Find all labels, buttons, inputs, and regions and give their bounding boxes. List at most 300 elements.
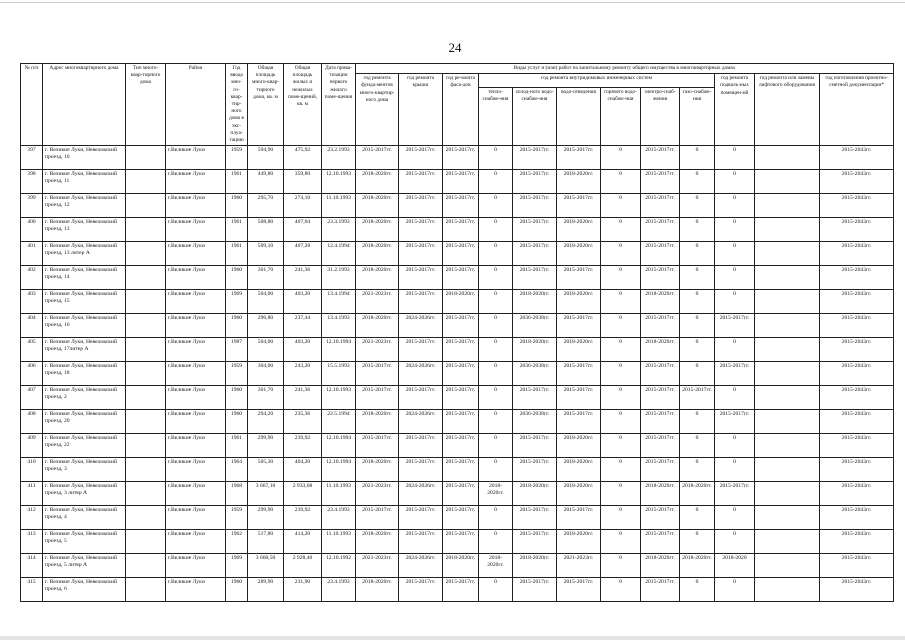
cell-roof-year: 2015-2017гг.	[399, 146, 443, 170]
cell-address: г. Великие Луки, Невеловский проезд, 4	[43, 506, 126, 530]
header-privatization-date: Дата прива-тизации первого жилого поме-щения	[322, 64, 356, 146]
cell-cold-water-year: 2015-2017гг.	[513, 242, 557, 266]
cell-district: г.Великие Луки	[166, 554, 226, 578]
cell-heat-supply-year: 0	[479, 578, 513, 602]
cell-elevator-year	[755, 482, 820, 506]
cell-living-area: 414,20	[284, 530, 322, 554]
cell-hot-water-year: 0	[601, 554, 641, 578]
header-total-area: Общая площадь много-квар-тирного дома, кв. м	[248, 64, 284, 146]
cell-elevator-year	[755, 338, 820, 362]
cell-address: г. Великие Луки, Невеловский проезд, 3	[43, 458, 126, 482]
cell-num: 410	[21, 458, 43, 482]
cell-address: г. Великие Луки, Невеловский проезд, 10	[43, 146, 126, 170]
cell-living-area: 2 928,40	[284, 554, 322, 578]
cell-drainage-year: 2015-2017гг.	[557, 386, 601, 410]
cell-elevator-year	[755, 506, 820, 530]
cell-heat-supply-year: 0	[479, 410, 513, 434]
cell-year-built: 1959	[226, 146, 248, 170]
cell-year-built: 1964	[226, 458, 248, 482]
cell-design-docs-year: 2015-2043гг.	[820, 338, 894, 362]
cell-address: г. Великие Луки, Невеловский проезд, 20	[43, 410, 126, 434]
cell-facade-year: 2015-2017гг.	[443, 338, 479, 362]
cell-facade-year: 2015-2017гг.	[443, 386, 479, 410]
table-row	[21, 146, 894, 170]
cell-total-area: 304,00	[248, 362, 284, 386]
table-row	[21, 194, 894, 218]
cell-total-area: 301,70	[248, 266, 284, 290]
cell-facade-year: 2015-2017гг.	[443, 578, 479, 602]
cell-living-area: 475,92	[284, 146, 322, 170]
cell-roof-year: 2024-2026гг.	[399, 554, 443, 578]
cell-year-built: 1959	[226, 506, 248, 530]
cell-drainage-year: 2015-2017гг.	[557, 146, 601, 170]
cell-elevator-year	[755, 266, 820, 290]
cell-living-area: 404,20	[284, 458, 322, 482]
cell-elevator-year	[755, 314, 820, 338]
cell-foundation-year: 2018-2020гг.	[356, 218, 399, 242]
cell-electric-year: 2015-2017гг.	[641, 266, 680, 290]
cell-heat-supply-year: 0	[479, 242, 513, 266]
cell-num: 407	[21, 386, 43, 410]
cell-privatization-date: 11.10.1993	[322, 482, 356, 506]
cell-design-docs-year: 2015-2043гг.	[820, 290, 894, 314]
cell-house-type	[126, 314, 166, 338]
cell-district: г.Великие Луки	[166, 410, 226, 434]
cell-total-area: 505,30	[248, 458, 284, 482]
cell-roof-year: 2024-2026гг.	[399, 314, 443, 338]
cell-hot-water-year: 0	[601, 578, 641, 602]
cell-privatization-date: 23.3.1993	[322, 218, 356, 242]
cell-gas-year: 0	[680, 506, 715, 530]
cell-house-type	[126, 506, 166, 530]
cell-foundation-year: 2018-2020гг.	[356, 194, 399, 218]
header-heat-supply: тепло-снабже-ния	[479, 88, 513, 146]
cell-roof-year: 2015-2017гг.	[399, 194, 443, 218]
cell-basement-year: 0	[715, 242, 755, 266]
header-drainage: водо-отведения	[557, 88, 601, 146]
cell-cold-water-year: 2015-2017гг.	[513, 578, 557, 602]
cell-year-built: 1961	[226, 170, 248, 194]
cell-gas-year: 0	[680, 458, 715, 482]
cell-heat-supply-year: 0	[479, 290, 513, 314]
cell-house-type	[126, 266, 166, 290]
cell-hot-water-year: 0	[601, 458, 641, 482]
cell-roof-year: 2015-2017гг.	[399, 290, 443, 314]
cell-drainage-year: 2018-2020гг.	[557, 338, 601, 362]
table-row	[21, 410, 894, 434]
table-row	[21, 530, 894, 554]
cell-elevator-year	[755, 170, 820, 194]
cell-hot-water-year: 0	[601, 290, 641, 314]
cell-drainage-year: 2015-2017гг.	[557, 362, 601, 386]
cell-gas-year: 0	[680, 242, 715, 266]
table-row	[21, 242, 894, 266]
cell-heat-supply-year: 0	[479, 170, 513, 194]
cell-address: г. Великие Луки, Невеловский проезд, 11	[43, 170, 126, 194]
header-elevator: год ремонта или замены лифтового оборудования	[755, 74, 820, 146]
cell-year-built: 1962	[226, 530, 248, 554]
cell-privatization-date: 13.4.1993	[322, 314, 356, 338]
cell-elevator-year	[755, 290, 820, 314]
cell-electric-year: 2018-2020гг.	[641, 290, 680, 314]
cell-privatization-date: 23.4.1993	[322, 506, 356, 530]
cell-living-area: 243,20	[284, 362, 322, 386]
cell-gas-year: 0	[680, 314, 715, 338]
cell-district: г.Великие Луки	[166, 530, 226, 554]
cell-foundation-year: 2018-2020гг.	[356, 578, 399, 602]
cell-elevator-year	[755, 218, 820, 242]
cell-drainage-year: 2018-2020гг.	[557, 290, 601, 314]
cell-design-docs-year: 2015-2043гг.	[820, 506, 894, 530]
cell-hot-water-year: 0	[601, 218, 641, 242]
cell-drainage-year: 2018-2020гг.	[557, 458, 601, 482]
cell-total-area: 294,20	[248, 410, 284, 434]
cell-cold-water-year: 2015-2017гг.	[513, 506, 557, 530]
cell-house-type	[126, 578, 166, 602]
cell-year-built: 1960	[226, 578, 248, 602]
header-design-docs: год изготовления проектно-сметной документации*	[820, 74, 894, 146]
cell-hot-water-year: 0	[601, 482, 641, 506]
cell-heat-supply-year: 0	[479, 146, 513, 170]
cell-privatization-date: 12.10.1994	[322, 434, 356, 458]
cell-basement-year: 0	[715, 434, 755, 458]
cell-district: г.Великие Луки	[166, 434, 226, 458]
cell-district: г.Великие Луки	[166, 146, 226, 170]
cell-elevator-year	[755, 242, 820, 266]
cell-num: 401	[21, 242, 43, 266]
cell-year-built: 1960	[226, 266, 248, 290]
cell-design-docs-year: 2015-2043гг.	[820, 242, 894, 266]
table-row	[21, 338, 894, 362]
cell-roof-year: 2015-2017гг.	[399, 434, 443, 458]
cell-electric-year: 2015-2017гг.	[641, 386, 680, 410]
cell-cold-water-year: 2036-2038гг.	[513, 362, 557, 386]
cell-district: г.Великие Луки	[166, 314, 226, 338]
cell-district: г.Великие Луки	[166, 338, 226, 362]
cell-hot-water-year: 0	[601, 410, 641, 434]
cell-cold-water-year: 2036-2038гг.	[513, 410, 557, 434]
header-address: Адрес многоквартирного дома	[43, 64, 126, 146]
cell-facade-year: 2015-2017гг.	[443, 434, 479, 458]
cell-house-type	[126, 530, 166, 554]
cell-district: г.Великие Луки	[166, 578, 226, 602]
cell-privatization-date: 23.4.1993	[322, 578, 356, 602]
cell-drainage-year: 2015-2017гг.	[557, 506, 601, 530]
cell-facade-year: 2015-2017гг.	[443, 266, 479, 290]
cell-year-built: 1961	[226, 434, 248, 458]
cell-design-docs-year: 2015-2043гг.	[820, 578, 894, 602]
cell-basement-year: 0	[715, 194, 755, 218]
cell-total-area: 517,80	[248, 530, 284, 554]
cell-gas-year: 0	[680, 362, 715, 386]
cell-privatization-date: 12.10.1994	[322, 338, 356, 362]
table-row	[21, 362, 894, 386]
cell-num: 403	[21, 290, 43, 314]
cell-electric-year: 2015-2017гг.	[641, 362, 680, 386]
cell-gas-year: 0	[680, 218, 715, 242]
cell-foundation-year: 2018-2020гг.	[356, 314, 399, 338]
cell-drainage-year: 2018-2020гг.	[557, 218, 601, 242]
cell-electric-year: 2015-2017гг.	[641, 530, 680, 554]
cell-electric-year: 2015-2017гг.	[641, 506, 680, 530]
cell-privatization-date: 15.5.1993	[322, 362, 356, 386]
cell-heat-supply-year: 0	[479, 434, 513, 458]
cell-year-built: 1961	[226, 242, 248, 266]
cell-num: 415	[21, 578, 43, 602]
cell-facade-year: 2015-2017гг.	[443, 242, 479, 266]
cell-hot-water-year: 0	[601, 266, 641, 290]
cell-foundation-year: 2015-2017гг.	[356, 146, 399, 170]
cell-roof-year: 2015-2017гг.	[399, 578, 443, 602]
cell-num: 411	[21, 482, 43, 506]
header-hot-water: горячего водо-снабже-ния	[601, 88, 641, 146]
cell-foundation-year: 2018-2020гг.	[356, 242, 399, 266]
cell-hot-water-year: 0	[601, 434, 641, 458]
cell-living-area: 239,92	[284, 506, 322, 530]
table-header	[21, 64, 894, 146]
cell-design-docs-year: 2015-2043гг.	[820, 146, 894, 170]
cell-house-type	[126, 194, 166, 218]
cell-district: г.Великие Луки	[166, 506, 226, 530]
cell-total-area: 301,70	[248, 386, 284, 410]
cell-heat-supply-year: 0	[479, 386, 513, 410]
cell-heat-supply-year: 0	[479, 338, 513, 362]
capital-repair-table	[20, 63, 894, 602]
cell-drainage-year: 2018-2020гг.	[557, 170, 601, 194]
cell-facade-year: 2015-2017гг.	[443, 170, 479, 194]
cell-roof-year: 2015-2017гг.	[399, 386, 443, 410]
cell-hot-water-year: 0	[601, 506, 641, 530]
cell-basement-year: 2015-2017гг.	[715, 482, 755, 506]
cell-foundation-year: 2021-2023гг.	[356, 554, 399, 578]
cell-electric-year: 2015-2017гг.	[641, 218, 680, 242]
cell-address: г. Великие Луки, Невеловский проезд, 13 литер А	[43, 242, 126, 266]
cell-address: г. Великие Луки, Невеловский проезд, 13	[43, 218, 126, 242]
cell-drainage-year: 2018-2020гг.	[557, 242, 601, 266]
cell-gas-year: 0	[680, 146, 715, 170]
cell-design-docs-year: 2015-2043гг.	[820, 194, 894, 218]
cell-year-built: 1960	[226, 386, 248, 410]
cell-address: г. Великие Луки, Невеловский проезд, 3 литер А	[43, 482, 126, 506]
cell-foundation-year: 2021-2023гг.	[356, 290, 399, 314]
cell-roof-year: 2015-2017гг.	[399, 170, 443, 194]
cell-district: г.Великие Луки	[166, 242, 226, 266]
header-basement: год ремонта подваль-ных помещен-ий	[715, 74, 755, 146]
cell-year-built: 1960	[226, 314, 248, 338]
cell-facade-year: 2015-2017гг.	[443, 362, 479, 386]
cell-cold-water-year: 2015-2017гг.	[513, 530, 557, 554]
cell-facade-year: 2015-2017гг.	[443, 482, 479, 506]
cell-year-built: 1959	[226, 362, 248, 386]
cell-heat-supply-year: 2018-2020гг.	[479, 482, 513, 506]
scan-top-edge	[0, 2, 905, 3]
cell-cold-water-year: 2015-2017гг.	[513, 194, 557, 218]
cell-basement-year: 2015-2017гг.	[715, 410, 755, 434]
cell-design-docs-year: 2015-2043гг.	[820, 314, 894, 338]
cell-facade-year: 2015-2017гг.	[443, 146, 479, 170]
cell-basement-year: 2018-2020	[715, 554, 755, 578]
cell-privatization-date: 12.10.1993	[322, 170, 356, 194]
scan-bottom-edge	[0, 636, 905, 640]
cell-basement-year: 0	[715, 218, 755, 242]
table-row	[21, 266, 894, 290]
cell-foundation-year: 2021-2023гг.	[356, 338, 399, 362]
table-row	[21, 482, 894, 506]
cell-privatization-date: 11.10.1993	[322, 194, 356, 218]
cell-design-docs-year: 2015-2043гг.	[820, 170, 894, 194]
cell-house-type	[126, 386, 166, 410]
cell-elevator-year	[755, 554, 820, 578]
header-facade: год ре-монта фаса-дов	[443, 74, 479, 146]
cell-drainage-year: 2018-2020гг.	[557, 482, 601, 506]
cell-basement-year: 0	[715, 506, 755, 530]
cell-design-docs-year: 2015-2043гг.	[820, 362, 894, 386]
cell-house-type	[126, 410, 166, 434]
cell-cold-water-year: 2015-2017гг.	[513, 266, 557, 290]
cell-gas-year: 0	[680, 290, 715, 314]
cell-roof-year: 2015-2017гг.	[399, 266, 443, 290]
cell-privatization-date: 12.10.1993	[322, 386, 356, 410]
cell-gas-year: 0	[680, 170, 715, 194]
cell-privatization-date: 12.10.1992	[322, 554, 356, 578]
cell-cold-water-year: 2015-2017гг.	[513, 218, 557, 242]
header-engineering-group: год ремонта внутридомовых инженерных систем	[479, 74, 715, 88]
cell-living-area: 235,36	[284, 410, 322, 434]
cell-total-area: 296,80	[248, 314, 284, 338]
cell-num: 409	[21, 434, 43, 458]
cell-cold-water-year: 2036-2038гг.	[513, 314, 557, 338]
cell-design-docs-year: 2015-2043гг.	[820, 554, 894, 578]
cell-house-type	[126, 434, 166, 458]
cell-house-type	[126, 482, 166, 506]
cell-hot-water-year: 0	[601, 530, 641, 554]
cell-elevator-year	[755, 362, 820, 386]
cell-facade-year: 2015-2017гг.	[443, 194, 479, 218]
cell-address: г. Великие Луки, Невеловский проезд, 2	[43, 386, 126, 410]
cell-cold-water-year: 2018-2020гг.	[513, 338, 557, 362]
cell-basement-year: 0	[715, 266, 755, 290]
header-repair-works-group: Виды услуг и (или) работ по капитальному ремонту общего имущества в многоквартирных домах	[356, 64, 894, 74]
cell-privatization-date: 31.2.1993	[322, 266, 356, 290]
cell-drainage-year: 2015-2017гг.	[557, 578, 601, 602]
cell-hot-water-year: 0	[601, 338, 641, 362]
cell-elevator-year	[755, 146, 820, 170]
cell-total-area: 504,00	[248, 338, 284, 362]
table-row	[21, 578, 894, 602]
cell-roof-year: 2015-2017гг.	[399, 218, 443, 242]
cell-gas-year: 2018-2020гг.	[680, 554, 715, 578]
cell-facade-year: 2018-2020гг.	[443, 290, 479, 314]
cell-num: 400	[21, 218, 43, 242]
cell-basement-year: 0	[715, 386, 755, 410]
cell-drainage-year: 2015-2017гг.	[557, 194, 601, 218]
cell-cold-water-year: 2018-2020гг.	[513, 290, 557, 314]
cell-living-area: 274,10	[284, 194, 322, 218]
cell-electric-year: 2015-2017гг.	[641, 434, 680, 458]
cell-hot-water-year: 0	[601, 386, 641, 410]
cell-electric-year: 2015-2017гг.	[641, 314, 680, 338]
cell-privatization-date: 11.10.1993	[322, 530, 356, 554]
cell-num: 412	[21, 506, 43, 530]
cell-year-built: 1961	[226, 218, 248, 242]
cell-roof-year: 2024-2026гг.	[399, 482, 443, 506]
cell-facade-year: 2015-2017гг.	[443, 506, 479, 530]
cell-electric-year: 2015-2017гг.	[641, 194, 680, 218]
cell-num: 398	[21, 170, 43, 194]
cell-year-built: 1960	[226, 194, 248, 218]
cell-heat-supply-year: 0	[479, 194, 513, 218]
cell-total-area: 509,10	[248, 242, 284, 266]
cell-gas-year: 0	[680, 410, 715, 434]
header-cold-water: холод-ного водо-снабже-ния	[513, 88, 557, 146]
cell-facade-year: 2015-2017гг.	[443, 410, 479, 434]
cell-elevator-year	[755, 530, 820, 554]
cell-elevator-year	[755, 578, 820, 602]
cell-house-type	[126, 458, 166, 482]
cell-year-built: 1987	[226, 338, 248, 362]
cell-roof-year: 2015-2017гг.	[399, 530, 443, 554]
cell-facade-year: 2015-2017гг.	[443, 458, 479, 482]
cell-gas-year: 0	[680, 434, 715, 458]
cell-hot-water-year: 0	[601, 314, 641, 338]
cell-cold-water-year: 2015-2017гг.	[513, 458, 557, 482]
cell-foundation-year: 2018-2020гг.	[356, 530, 399, 554]
cell-living-area: 2 933,68	[284, 482, 322, 506]
table-row	[21, 290, 894, 314]
cell-drainage-year: 2015-2017гг.	[557, 410, 601, 434]
cell-facade-year: 2015-2017гг.	[443, 218, 479, 242]
table-row	[21, 170, 894, 194]
cell-hot-water-year: 0	[601, 146, 641, 170]
cell-basement-year: 0	[715, 458, 755, 482]
table-row	[21, 218, 894, 242]
cell-privatization-date: 12.4.1994	[322, 242, 356, 266]
cell-foundation-year: 2015-2017гг.	[356, 362, 399, 386]
cell-electric-year: 2015-2017гг.	[641, 458, 680, 482]
cell-basement-year: 0	[715, 338, 755, 362]
cell-foundation-year: 2021-2023гг.	[356, 482, 399, 506]
cell-hot-water-year: 0	[601, 242, 641, 266]
cell-num: 413	[21, 530, 43, 554]
header-electric-supply: электро-снаб-жения	[641, 88, 680, 146]
cell-gas-year: 2018-2020гг.	[680, 482, 715, 506]
table-row	[21, 434, 894, 458]
cell-address: г. Великие Луки, Невеловский проезд, 17литер А	[43, 338, 126, 362]
cell-num: 399	[21, 194, 43, 218]
cell-address: г. Великие Луки, Невеловский проезд, 16	[43, 314, 126, 338]
cell-total-area: 508,80	[248, 218, 284, 242]
cell-facade-year: 2015-2017гг.	[443, 314, 479, 338]
cell-basement-year: 2015-2017гг.	[715, 314, 755, 338]
cell-heat-supply-year: 0	[479, 218, 513, 242]
cell-address: г. Великие Луки, Невеловский проезд, 6	[43, 578, 126, 602]
cell-foundation-year: 2018-2020гг.	[356, 170, 399, 194]
cell-district: г.Великие Луки	[166, 218, 226, 242]
cell-hot-water-year: 0	[601, 170, 641, 194]
cell-total-area: 289,90	[248, 578, 284, 602]
cell-privatization-date: 23.2.1993	[322, 146, 356, 170]
cell-drainage-year: 2021-2023гг.	[557, 554, 601, 578]
cell-total-area: 594,90	[248, 146, 284, 170]
cell-electric-year: 2015-2017гг.	[641, 170, 680, 194]
header-district: Район	[166, 64, 226, 146]
cell-year-built: 1960	[226, 410, 248, 434]
cell-gas-year: 0	[680, 530, 715, 554]
cell-house-type	[126, 242, 166, 266]
cell-roof-year: 2015-2017гг.	[399, 506, 443, 530]
cell-drainage-year: 2015-2017гг.	[557, 314, 601, 338]
cell-electric-year: 2015-2017гг.	[641, 242, 680, 266]
